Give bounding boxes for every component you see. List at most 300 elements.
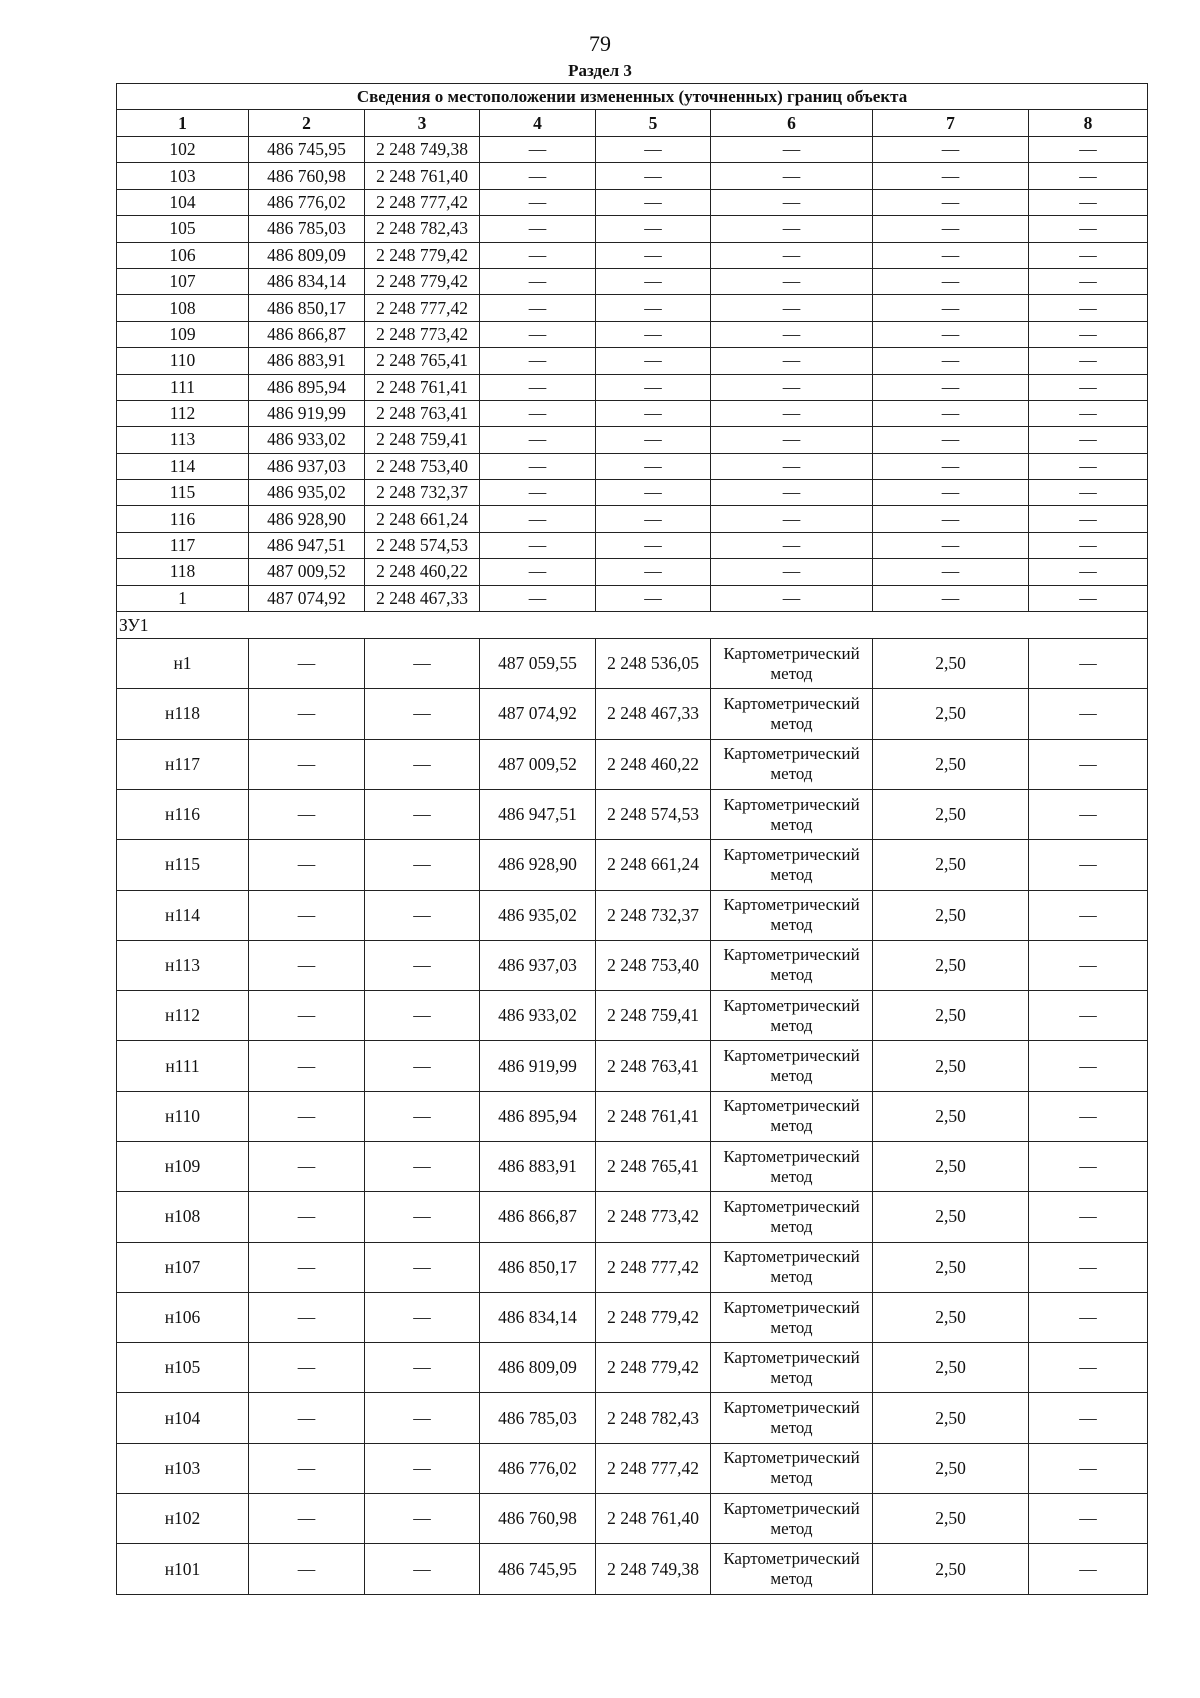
point-number-cell: 110 [117, 348, 249, 374]
table-row [117, 1292, 1148, 1342]
old-y-cell: 2 248 460,22 [365, 559, 480, 585]
empty-value-cell: — [365, 1192, 480, 1242]
empty-value-cell: — [596, 506, 711, 532]
empty-value-cell: — [480, 189, 596, 215]
method-cell: Картометрический метод [711, 1142, 873, 1192]
point-number-cell: н103 [117, 1443, 249, 1493]
empty-value-cell: — [1029, 348, 1148, 374]
empty-value-cell: — [596, 559, 711, 585]
empty-value-cell: — [365, 1544, 480, 1594]
empty-value-cell: — [1029, 400, 1148, 426]
old-y-cell: 2 248 765,41 [365, 348, 480, 374]
empty-value-cell: — [873, 559, 1029, 585]
empty-value-cell: — [480, 585, 596, 611]
empty-value-cell: — [596, 480, 711, 506]
method-cell: Картометрический метод [711, 1494, 873, 1544]
new-x-cell: 486 933,02 [480, 991, 596, 1041]
method-cell: Картометрический метод [711, 1343, 873, 1393]
new-x-cell: 486 928,90 [480, 840, 596, 890]
method-cell: Картометрический метод [711, 1544, 873, 1594]
accuracy-cell: 2,50 [873, 840, 1029, 890]
old-y-cell: 2 248 782,43 [365, 216, 480, 242]
empty-value-cell: — [1029, 585, 1148, 611]
new-y-cell: 2 248 749,38 [596, 1544, 711, 1594]
point-number-cell: 102 [117, 137, 249, 163]
new-y-cell: 2 248 460,22 [596, 739, 711, 789]
point-number-cell: н102 [117, 1494, 249, 1544]
empty-value-cell: — [1029, 1142, 1148, 1192]
method-cell: Картометрический метод [711, 1091, 873, 1141]
empty-value-cell: — [1029, 1343, 1148, 1393]
empty-value-cell: — [1029, 506, 1148, 532]
table-row [117, 453, 1148, 479]
new-x-cell: 486 745,95 [480, 1544, 596, 1594]
empty-value-cell: — [596, 163, 711, 189]
empty-value-cell: — [1029, 268, 1148, 294]
point-number-cell: н111 [117, 1041, 249, 1091]
table-row [117, 940, 1148, 990]
empty-value-cell: — [365, 689, 480, 739]
table-caption-row [117, 84, 1148, 110]
empty-value-cell: — [1029, 1292, 1148, 1342]
accuracy-cell: 2,50 [873, 739, 1029, 789]
empty-value-cell: — [1029, 163, 1148, 189]
empty-value-cell: — [711, 374, 873, 400]
column-number: 2 [249, 110, 365, 137]
table-row [117, 1443, 1148, 1493]
empty-value-cell: — [249, 1242, 365, 1292]
empty-value-cell: — [596, 532, 711, 558]
empty-value-cell: — [1029, 991, 1148, 1041]
empty-value-cell: — [365, 991, 480, 1041]
empty-value-cell: — [873, 427, 1029, 453]
table-row [117, 506, 1148, 532]
table-row [117, 321, 1148, 347]
old-x-cell: 487 074,92 [249, 585, 365, 611]
table-row [117, 137, 1148, 163]
old-y-cell: 2 248 777,42 [365, 189, 480, 215]
empty-value-cell: — [596, 585, 711, 611]
empty-value-cell: — [873, 242, 1029, 268]
empty-value-cell: — [249, 1192, 365, 1242]
empty-value-cell: — [711, 295, 873, 321]
accuracy-cell: 2,50 [873, 639, 1029, 689]
empty-value-cell: — [480, 242, 596, 268]
empty-value-cell: — [365, 639, 480, 689]
column-number: 4 [480, 110, 596, 137]
accuracy-cell: 2,50 [873, 789, 1029, 839]
old-y-cell: 2 248 761,40 [365, 163, 480, 189]
empty-value-cell: — [711, 268, 873, 294]
column-number: 1 [117, 110, 249, 137]
point-number-cell: 1 [117, 585, 249, 611]
accuracy-cell: 2,50 [873, 1041, 1029, 1091]
old-y-cell: 2 248 779,42 [365, 242, 480, 268]
table-row [117, 1343, 1148, 1393]
empty-value-cell: — [1029, 1041, 1148, 1091]
table-row [117, 374, 1148, 400]
old-y-cell: 2 248 467,33 [365, 585, 480, 611]
empty-value-cell: — [365, 1343, 480, 1393]
point-number-cell: н115 [117, 840, 249, 890]
new-x-cell: 486 785,03 [480, 1393, 596, 1443]
old-y-cell: 2 248 759,41 [365, 427, 480, 453]
table-row [117, 1393, 1148, 1443]
point-number-cell: н114 [117, 890, 249, 940]
point-number-cell: н106 [117, 1292, 249, 1342]
old-y-cell: 2 248 763,41 [365, 400, 480, 426]
table-row [117, 789, 1148, 839]
empty-value-cell: — [249, 689, 365, 739]
table-row [117, 991, 1148, 1041]
table-row [117, 639, 1148, 689]
new-x-cell: 487 059,55 [480, 639, 596, 689]
empty-value-cell: — [249, 840, 365, 890]
table-row [117, 427, 1148, 453]
empty-value-cell: — [249, 1544, 365, 1594]
empty-value-cell: — [480, 216, 596, 242]
new-y-cell: 2 248 782,43 [596, 1393, 711, 1443]
table-row [117, 189, 1148, 215]
empty-value-cell: — [365, 1393, 480, 1443]
empty-value-cell: — [1029, 840, 1148, 890]
point-number-cell: н107 [117, 1242, 249, 1292]
table-row [117, 1544, 1148, 1594]
empty-value-cell: — [249, 1393, 365, 1443]
empty-value-cell: — [596, 427, 711, 453]
new-x-cell: 486 850,17 [480, 1242, 596, 1292]
empty-value-cell: — [711, 559, 873, 585]
empty-value-cell: — [873, 321, 1029, 347]
old-y-cell: 2 248 773,42 [365, 321, 480, 347]
new-x-cell: 486 935,02 [480, 890, 596, 940]
new-x-cell: 486 883,91 [480, 1142, 596, 1192]
empty-value-cell: — [711, 242, 873, 268]
old-x-cell: 486 760,98 [249, 163, 365, 189]
point-number-cell: н116 [117, 789, 249, 839]
empty-value-cell: — [1029, 216, 1148, 242]
accuracy-cell: 2,50 [873, 1443, 1029, 1493]
new-y-cell: 2 248 773,42 [596, 1192, 711, 1242]
empty-value-cell: — [711, 189, 873, 215]
old-x-cell: 486 866,87 [249, 321, 365, 347]
table-row [117, 400, 1148, 426]
empty-value-cell: — [1029, 137, 1148, 163]
new-x-cell: 486 947,51 [480, 789, 596, 839]
point-number-cell: 112 [117, 400, 249, 426]
empty-value-cell: — [249, 1091, 365, 1141]
old-y-cell: 2 248 749,38 [365, 137, 480, 163]
table-row [117, 242, 1148, 268]
new-x-cell: 486 760,98 [480, 1494, 596, 1544]
point-number-cell: н109 [117, 1142, 249, 1192]
point-number-cell: н108 [117, 1192, 249, 1242]
table-row [117, 840, 1148, 890]
accuracy-cell: 2,50 [873, 1393, 1029, 1443]
empty-value-cell: — [480, 453, 596, 479]
empty-value-cell: — [873, 400, 1029, 426]
column-number: 3 [365, 110, 480, 137]
old-x-cell: 486 895,94 [249, 374, 365, 400]
accuracy-cell: 2,50 [873, 1192, 1029, 1242]
column-number-row [117, 110, 1148, 137]
new-x-cell: 486 866,87 [480, 1192, 596, 1242]
method-cell: Картометрический метод [711, 840, 873, 890]
old-y-cell: 2 248 761,41 [365, 374, 480, 400]
empty-value-cell: — [365, 1242, 480, 1292]
empty-value-cell: — [596, 242, 711, 268]
new-y-cell: 2 248 777,42 [596, 1242, 711, 1292]
old-x-cell: 486 883,91 [249, 348, 365, 374]
empty-value-cell: — [596, 321, 711, 347]
old-x-cell: 486 776,02 [249, 189, 365, 215]
table-row [117, 480, 1148, 506]
empty-value-cell: — [596, 374, 711, 400]
empty-value-cell: — [1029, 1544, 1148, 1594]
table-row [117, 1041, 1148, 1091]
new-y-cell: 2 248 779,42 [596, 1292, 711, 1342]
empty-value-cell: — [1029, 295, 1148, 321]
accuracy-cell: 2,50 [873, 940, 1029, 990]
old-x-cell: 487 009,52 [249, 559, 365, 585]
table-row [117, 163, 1148, 189]
empty-value-cell: — [711, 453, 873, 479]
new-y-cell: 2 248 467,33 [596, 689, 711, 739]
empty-value-cell: — [1029, 427, 1148, 453]
table-row [117, 1091, 1148, 1141]
page-number: 79 [589, 31, 611, 56]
method-cell: Картометрический метод [711, 1443, 873, 1493]
method-cell: Картометрический метод [711, 1242, 873, 1292]
point-number-cell: 117 [117, 532, 249, 558]
accuracy-cell: 2,50 [873, 689, 1029, 739]
empty-value-cell: — [480, 559, 596, 585]
empty-value-cell: — [711, 400, 873, 426]
new-x-cell: 486 937,03 [480, 940, 596, 990]
point-number-cell: 109 [117, 321, 249, 347]
empty-value-cell: — [1029, 1443, 1148, 1493]
old-x-cell: 486 937,03 [249, 453, 365, 479]
new-y-cell: 2 248 753,40 [596, 940, 711, 990]
parcel-label: ЗУ1 [117, 612, 1148, 639]
new-x-cell: 486 834,14 [480, 1292, 596, 1342]
column-number: 8 [1029, 110, 1148, 137]
table-row [117, 268, 1148, 294]
method-cell: Картометрический метод [711, 890, 873, 940]
empty-value-cell: — [596, 295, 711, 321]
point-number-cell: 118 [117, 559, 249, 585]
table-row [117, 295, 1148, 321]
point-number-cell: 108 [117, 295, 249, 321]
old-x-cell: 486 785,03 [249, 216, 365, 242]
empty-value-cell: — [596, 400, 711, 426]
point-number-cell: 106 [117, 242, 249, 268]
empty-value-cell: — [1029, 890, 1148, 940]
accuracy-cell: 2,50 [873, 1544, 1029, 1594]
point-number-cell: 107 [117, 268, 249, 294]
empty-value-cell: — [873, 480, 1029, 506]
accuracy-cell: 2,50 [873, 1242, 1029, 1292]
old-y-cell: 2 248 777,42 [365, 295, 480, 321]
column-number: 6 [711, 110, 873, 137]
old-y-cell: 2 248 779,42 [365, 268, 480, 294]
point-number-cell: н105 [117, 1343, 249, 1393]
column-number: 5 [596, 110, 711, 137]
empty-value-cell: — [365, 1091, 480, 1141]
new-y-cell: 2 248 779,42 [596, 1343, 711, 1393]
method-cell: Картометрический метод [711, 1292, 873, 1342]
new-y-cell: 2 248 536,05 [596, 639, 711, 689]
method-cell: Картометрический метод [711, 689, 873, 739]
table-row [117, 585, 1148, 611]
point-number-cell: 111 [117, 374, 249, 400]
empty-value-cell: — [873, 216, 1029, 242]
empty-value-cell: — [711, 216, 873, 242]
empty-value-cell: — [480, 137, 596, 163]
empty-value-cell: — [596, 268, 711, 294]
table-row [117, 559, 1148, 585]
empty-value-cell: — [480, 321, 596, 347]
accuracy-cell: 2,50 [873, 1142, 1029, 1192]
empty-value-cell: — [1029, 1242, 1148, 1292]
empty-value-cell: — [480, 295, 596, 321]
new-x-cell: 486 895,94 [480, 1091, 596, 1141]
accuracy-cell: 2,50 [873, 1091, 1029, 1141]
old-x-cell: 486 834,14 [249, 268, 365, 294]
empty-value-cell: — [249, 1292, 365, 1342]
empty-value-cell: — [249, 940, 365, 990]
empty-value-cell: — [480, 480, 596, 506]
empty-value-cell: — [249, 739, 365, 789]
empty-value-cell: — [480, 400, 596, 426]
empty-value-cell: — [480, 374, 596, 400]
empty-value-cell: — [1029, 480, 1148, 506]
empty-value-cell: — [365, 1292, 480, 1342]
method-cell: Картометрический метод [711, 991, 873, 1041]
point-number-cell: н104 [117, 1393, 249, 1443]
accuracy-cell: 2,50 [873, 1292, 1029, 1342]
empty-value-cell: — [249, 1443, 365, 1493]
old-x-cell: 486 809,09 [249, 242, 365, 268]
empty-value-cell: — [596, 189, 711, 215]
empty-value-cell: — [873, 268, 1029, 294]
table-row [117, 1142, 1148, 1192]
point-number-cell: н117 [117, 739, 249, 789]
point-number-cell: 116 [117, 506, 249, 532]
accuracy-cell: 2,50 [873, 890, 1029, 940]
empty-value-cell: — [873, 137, 1029, 163]
empty-value-cell: — [711, 163, 873, 189]
table-row [117, 216, 1148, 242]
empty-value-cell: — [480, 268, 596, 294]
new-y-cell: 2 248 765,41 [596, 1142, 711, 1192]
table-row [117, 1192, 1148, 1242]
empty-value-cell: — [1029, 1494, 1148, 1544]
new-y-cell: 2 248 732,37 [596, 890, 711, 940]
table-row [117, 532, 1148, 558]
empty-value-cell: — [1029, 1192, 1148, 1242]
empty-value-cell: — [1029, 453, 1148, 479]
empty-value-cell: — [1029, 321, 1148, 347]
old-x-cell: 486 850,17 [249, 295, 365, 321]
new-x-cell: 487 074,92 [480, 689, 596, 739]
parcel-label-row [117, 612, 1148, 639]
old-y-cell: 2 248 661,24 [365, 506, 480, 532]
point-number-cell: 115 [117, 480, 249, 506]
empty-value-cell: — [1029, 689, 1148, 739]
method-cell: Картометрический метод [711, 1393, 873, 1443]
empty-value-cell: — [1029, 532, 1148, 558]
point-number-cell: н1 [117, 639, 249, 689]
empty-value-cell: — [249, 890, 365, 940]
old-y-cell: 2 248 732,37 [365, 480, 480, 506]
section-title: Раздел 3 [568, 61, 632, 80]
table-row [117, 1494, 1148, 1544]
point-number-cell: 105 [117, 216, 249, 242]
table-row [117, 890, 1148, 940]
empty-value-cell: — [711, 585, 873, 611]
empty-value-cell: — [249, 1494, 365, 1544]
empty-value-cell: — [365, 940, 480, 990]
method-cell: Картометрический метод [711, 639, 873, 689]
empty-value-cell: — [711, 321, 873, 347]
empty-value-cell: — [873, 348, 1029, 374]
empty-value-cell: — [711, 532, 873, 558]
empty-value-cell: — [711, 137, 873, 163]
empty-value-cell: — [1029, 374, 1148, 400]
empty-value-cell: — [365, 1494, 480, 1544]
accuracy-cell: 2,50 [873, 1343, 1029, 1393]
empty-value-cell: — [1029, 189, 1148, 215]
empty-value-cell: — [711, 348, 873, 374]
empty-value-cell: — [249, 1142, 365, 1192]
new-x-cell: 486 776,02 [480, 1443, 596, 1493]
empty-value-cell: — [480, 163, 596, 189]
empty-value-cell: — [873, 189, 1029, 215]
new-y-cell: 2 248 761,41 [596, 1091, 711, 1141]
new-y-cell: 2 248 574,53 [596, 789, 711, 839]
empty-value-cell: — [873, 295, 1029, 321]
empty-value-cell: — [365, 1142, 480, 1192]
point-number-cell: 104 [117, 189, 249, 215]
new-x-cell: 486 919,99 [480, 1041, 596, 1091]
empty-value-cell: — [1029, 1393, 1148, 1443]
method-cell: Картометрический метод [711, 940, 873, 990]
old-x-cell: 486 933,02 [249, 427, 365, 453]
method-cell: Картометрический метод [711, 1192, 873, 1242]
empty-value-cell: — [365, 1443, 480, 1493]
empty-value-cell: — [873, 374, 1029, 400]
point-number-cell: н113 [117, 940, 249, 990]
point-number-cell: 113 [117, 427, 249, 453]
old-y-cell: 2 248 753,40 [365, 453, 480, 479]
empty-value-cell: — [711, 480, 873, 506]
new-x-cell: 487 009,52 [480, 739, 596, 789]
empty-value-cell: — [711, 506, 873, 532]
empty-value-cell: — [480, 532, 596, 558]
empty-value-cell: — [365, 890, 480, 940]
point-number-cell: н112 [117, 991, 249, 1041]
empty-value-cell: — [480, 427, 596, 453]
empty-value-cell: — [1029, 1091, 1148, 1141]
table-row [117, 1242, 1148, 1292]
table-row [117, 739, 1148, 789]
empty-value-cell: — [596, 216, 711, 242]
point-number-cell: н118 [117, 689, 249, 739]
new-y-cell: 2 248 777,42 [596, 1443, 711, 1493]
point-number-cell: н101 [117, 1544, 249, 1594]
empty-value-cell: — [365, 739, 480, 789]
